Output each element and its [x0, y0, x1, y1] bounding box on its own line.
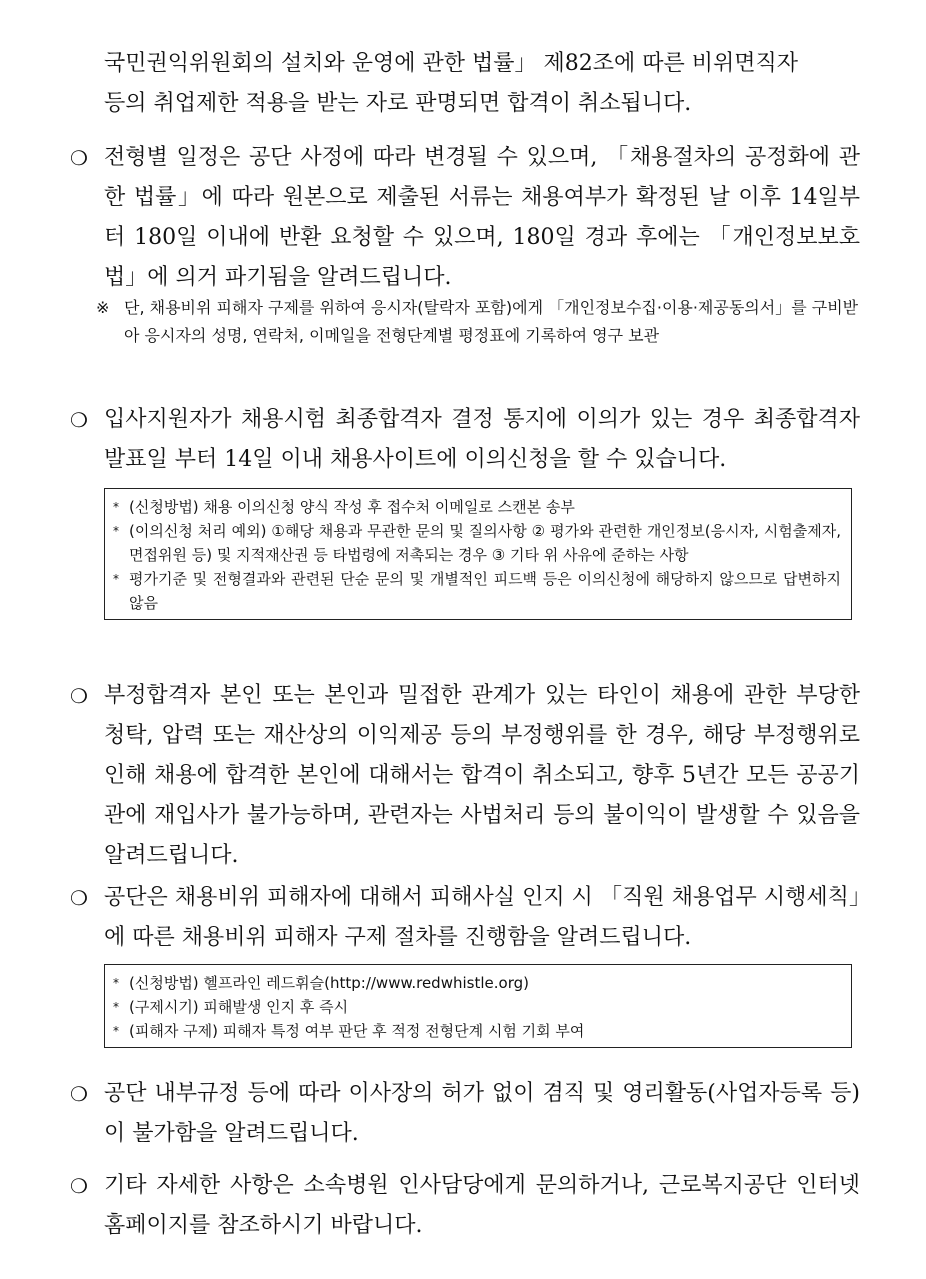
paragraph-side-jobs	[70, 1074, 860, 1154]
asterisk-icon: *	[113, 524, 119, 538]
paragraph-text: 입사지원자가 채용시험 최종합격자 결정 통지에 이의가 있는 경우 최종합격자 발표일 부터 14일 이내 채용사이트에 이의신청을 할 수 있습니다.	[104, 407, 860, 472]
asterisk-icon: *	[113, 1000, 119, 1014]
paragraph-objection	[70, 400, 860, 480]
victim-relief-box	[104, 964, 852, 1048]
box-item-text: (피해자 구제) 피해자 특정 여부 판단 후 적정 전형단계 시험 기회 부여	[129, 1022, 585, 1040]
box-item	[113, 495, 841, 519]
note-victim-records	[96, 294, 860, 350]
box-item-text: (이의신청 처리 예외) ①해당 채용과 무관한 문의 및 질의사항 ② 평가와 관련한 개인정보(응시자, 시험출제자, 면접위원 등) 및 지적재산권 등 타법령에 저촉되는 경우 ③ 기타 위 사유에 준하는 사항	[129, 522, 841, 564]
box-item	[113, 567, 841, 615]
circle-bullet-icon: ❍	[70, 1082, 88, 1106]
box-item	[113, 1019, 841, 1043]
paragraph-victim-relief	[70, 878, 860, 958]
box-item	[113, 995, 841, 1019]
asterisk-icon: *	[113, 572, 119, 586]
box-item	[113, 971, 841, 995]
circle-bullet-icon: ❍	[70, 1174, 88, 1198]
circle-bullet-icon: ❍	[70, 408, 88, 432]
paragraph-fraud	[70, 676, 860, 876]
box-item-text: (신청방법) 채용 이의신청 양식 작성 후 접수처 이메일로 스캔본 송부	[129, 498, 575, 516]
paragraph-schedule	[70, 138, 860, 298]
paragraph-text: 공단 내부규정 등에 따라 이사장의 허가 없이 겸직 및 영리활동(사업자등록 등)이 불가함을 알려드립니다.	[104, 1081, 860, 1146]
paragraph-text: 전형별 일정은 공단 사정에 따라 변경될 수 있으며, 「채용절차의 공정화에 관한 법률」에 따라 원본으로 제출된 서류는 채용여부가 확정된 날 이후 14일부터 180일 이내에 반환 요청할 수 있으며, 180일 경과 후에는 「개인정보보호법」에 의거 파기됨을 알려드립니다.	[104, 145, 860, 290]
asterisk-icon: *	[113, 976, 119, 990]
continuation-line-1: 국민권익위원회의 설치와 운영에 관한 법률」 제82조에 따른 비위면직자	[104, 51, 799, 76]
paragraph-text: 공단은 채용비위 피해자에 대해서 피해사실 인지 시 「직원 채용업무 시행세칙」에 따른 채용비위 피해자 구제 절차를 진행함을 알려드립니다.	[104, 885, 860, 950]
paragraph-text: 부정합격자 본인 또는 본인과 밀접한 관계가 있는 타인이 채용에 관한 부당한 청탁, 압력 또는 재산상의 이익제공 등의 부정행위를 한 경우, 해당 부정행위로 인해 채용에 합격한 본인에 대해서는 합격이 취소되고, 향후 5년간 모든 공공기관에 재입사가 불가능하며, 관련자는 사법처리 등의 불이익이 발생할 수 있음을 알려드립니다.	[104, 683, 860, 868]
note-mark-icon: ※	[96, 298, 110, 317]
box-item-text: (구제시기) 피해발생 인지 후 즉시	[129, 998, 349, 1016]
circle-bullet-icon: ❍	[70, 146, 88, 170]
asterisk-icon: *	[113, 1024, 119, 1038]
paragraph-contact	[70, 1166, 860, 1246]
box-item-text: (신청방법) 헬프라인 레드휘슬(http://www.redwhistle.org)	[129, 974, 529, 992]
circle-bullet-icon: ❍	[70, 886, 88, 910]
continuation-line-2: 등의 취업제한 적용을 받는 자로 판명되면 합격이 취소됩니다.	[104, 91, 692, 116]
box-item	[113, 519, 841, 567]
objection-info-box	[104, 488, 852, 620]
circle-bullet-icon: ❍	[70, 684, 88, 708]
box-item-text: 평가기준 및 전형결과와 관련된 단순 문의 및 개별적인 피드백 등은 이의신청에 해당하지 않으므로 답변하지 않음	[129, 570, 841, 612]
note-text: 단, 채용비위 피해자 구제를 위하여 응시자(탈락자 포함)에게 「개인정보수집·이용·제공동의서」를 구비받아 응시자의 성명, 연락처, 이메일을 전형단계별 평정표에 기록하여 영구 보관	[124, 298, 859, 345]
continuation-text	[104, 44, 860, 124]
asterisk-icon: *	[113, 500, 119, 514]
paragraph-text: 기타 자세한 사항은 소속병원 인사담당에게 문의하거나, 근로복지공단 인터넷 홈페이지를 참조하시기 바랍니다.	[104, 1173, 860, 1238]
